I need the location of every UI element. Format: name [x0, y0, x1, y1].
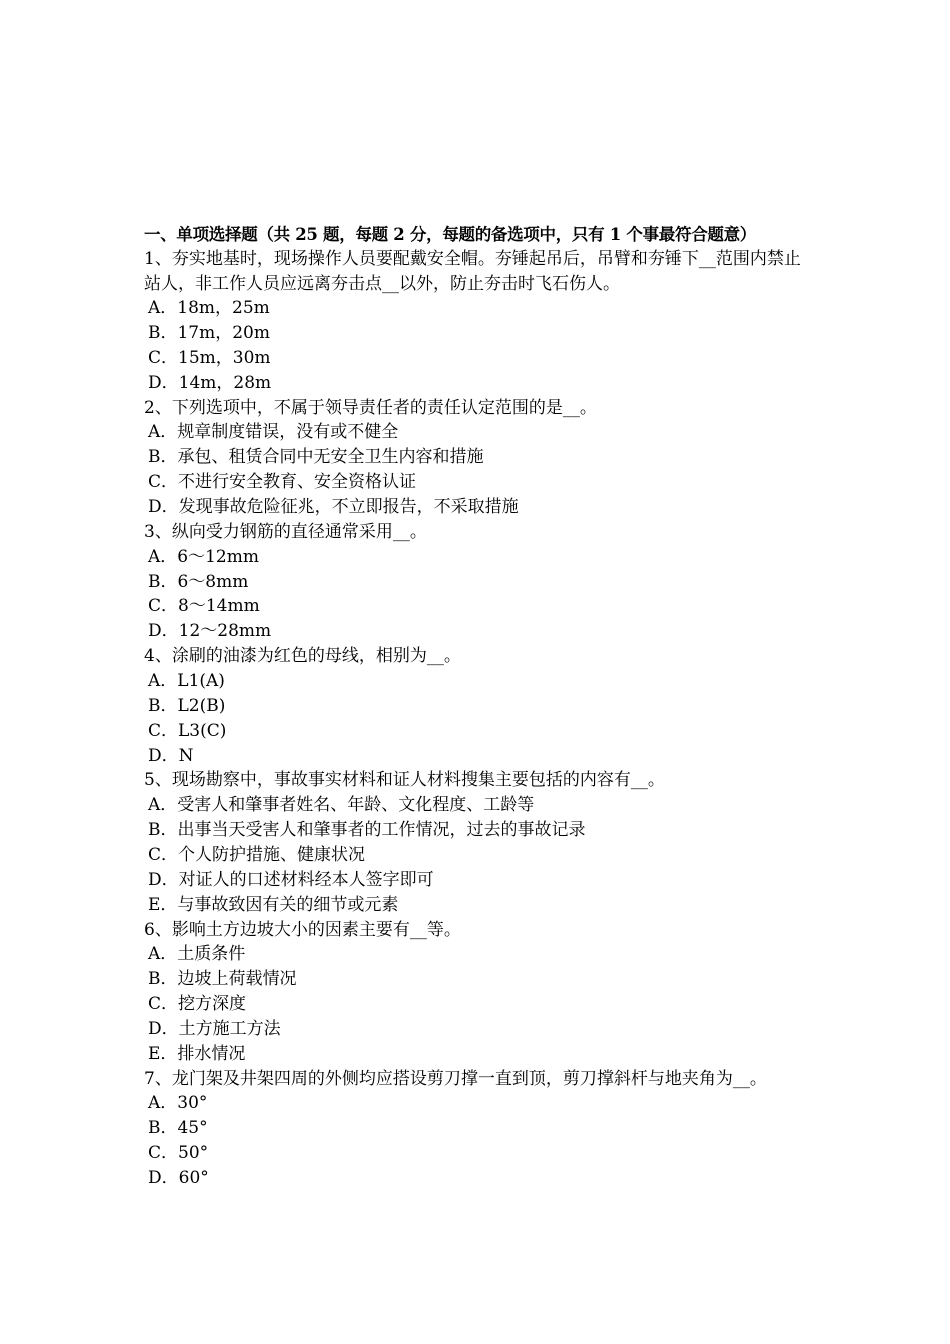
option-b: B．出事当天受害人和肇事者的工作情况，过去的事故记录	[148, 819, 586, 840]
question-stem: 5、现场勘察中，事故事实材料和证人材料搜集主要包括的内容有__。	[144, 770, 665, 791]
option-e: E．与事故致因有关的细节或元素	[148, 894, 399, 915]
question-stem: 2、下列选项中，不属于领导责任者的责任认定范围的是__。	[144, 397, 597, 418]
option-b: B．承包、租赁合同中无安全卫生内容和措施	[148, 447, 484, 468]
option-c: C．15m，30m	[148, 348, 271, 368]
option-d: D．土方施工方法	[148, 1018, 281, 1039]
option-c: C．挖方深度	[148, 994, 247, 1014]
option-a: A．L1(A)	[148, 670, 225, 691]
question-stem: 6、影响土方边坡大小的因素主要有__等。	[144, 919, 461, 940]
option-d: D．对证人的口述材料经本人签字即可	[148, 869, 434, 890]
option-b: B．6～8mm	[148, 571, 249, 592]
question-2	[144, 396, 814, 520]
option-d: D．60°	[148, 1168, 209, 1189]
option-a: A．受害人和肇事者姓名、年龄、文化程度、工龄等	[148, 795, 535, 816]
option-a: A．6～12mm	[148, 546, 259, 567]
option-c: C．50°	[148, 1143, 209, 1164]
question-6	[144, 918, 814, 1067]
option-b: B．边坡上荷载情况	[148, 969, 297, 990]
option-d: D．发现事故危险征兆，不立即报告，不采取措施	[148, 497, 519, 518]
question-stem: 4、涂刷的油漆为红色的母线，相别为__。	[144, 646, 461, 667]
question-4	[144, 644, 814, 768]
option-a: A．18m，25m	[148, 298, 270, 319]
option-c: C．L3(C)	[148, 720, 227, 741]
question-5	[144, 768, 814, 917]
option-d: D．N	[148, 745, 194, 766]
option-d: D．12～28mm	[148, 621, 272, 642]
question-stem: 1、夯实地基时，现场操作人员要配戴安全帽。夯锤起吊后，吊臂和夯锤下__范围内禁止站人，非工作人员应远离夯击点__以外，防止夯击时飞石伤人。	[144, 249, 801, 294]
question-1	[144, 247, 814, 396]
document-page	[144, 222, 814, 1191]
option-e: E．排水情况	[148, 1043, 246, 1064]
question-7	[144, 1067, 814, 1191]
option-c: C．个人防护措施、健康状况	[148, 844, 366, 865]
option-c: C．不进行安全教育、安全资格认证	[148, 472, 417, 493]
option-b: B．L2(B)	[148, 695, 226, 716]
option-c: C．8～14mm	[148, 596, 260, 617]
option-a: A．土质条件	[148, 944, 246, 965]
option-b: B．45°	[148, 1118, 208, 1139]
question-stem: 7、龙门架及井架四周的外侧均应搭设剪刀撑一直到顶，剪刀撑斜杆与地夹角为__。	[144, 1068, 767, 1089]
option-a: A．规章制度错误，没有或不健全	[148, 422, 399, 443]
option-a: A．30°	[148, 1093, 208, 1114]
option-b: B．17m，20m	[148, 323, 270, 344]
section-title: 一、单项选择题（共 25 题，每题 2 分，每题的备选项中，只有 1 个事最符合题意）	[144, 225, 756, 244]
question-3	[144, 520, 814, 644]
question-stem: 3、纵向受力钢筋的直径通常采用__。	[144, 522, 427, 543]
option-d: D．14m，28m	[148, 372, 272, 393]
